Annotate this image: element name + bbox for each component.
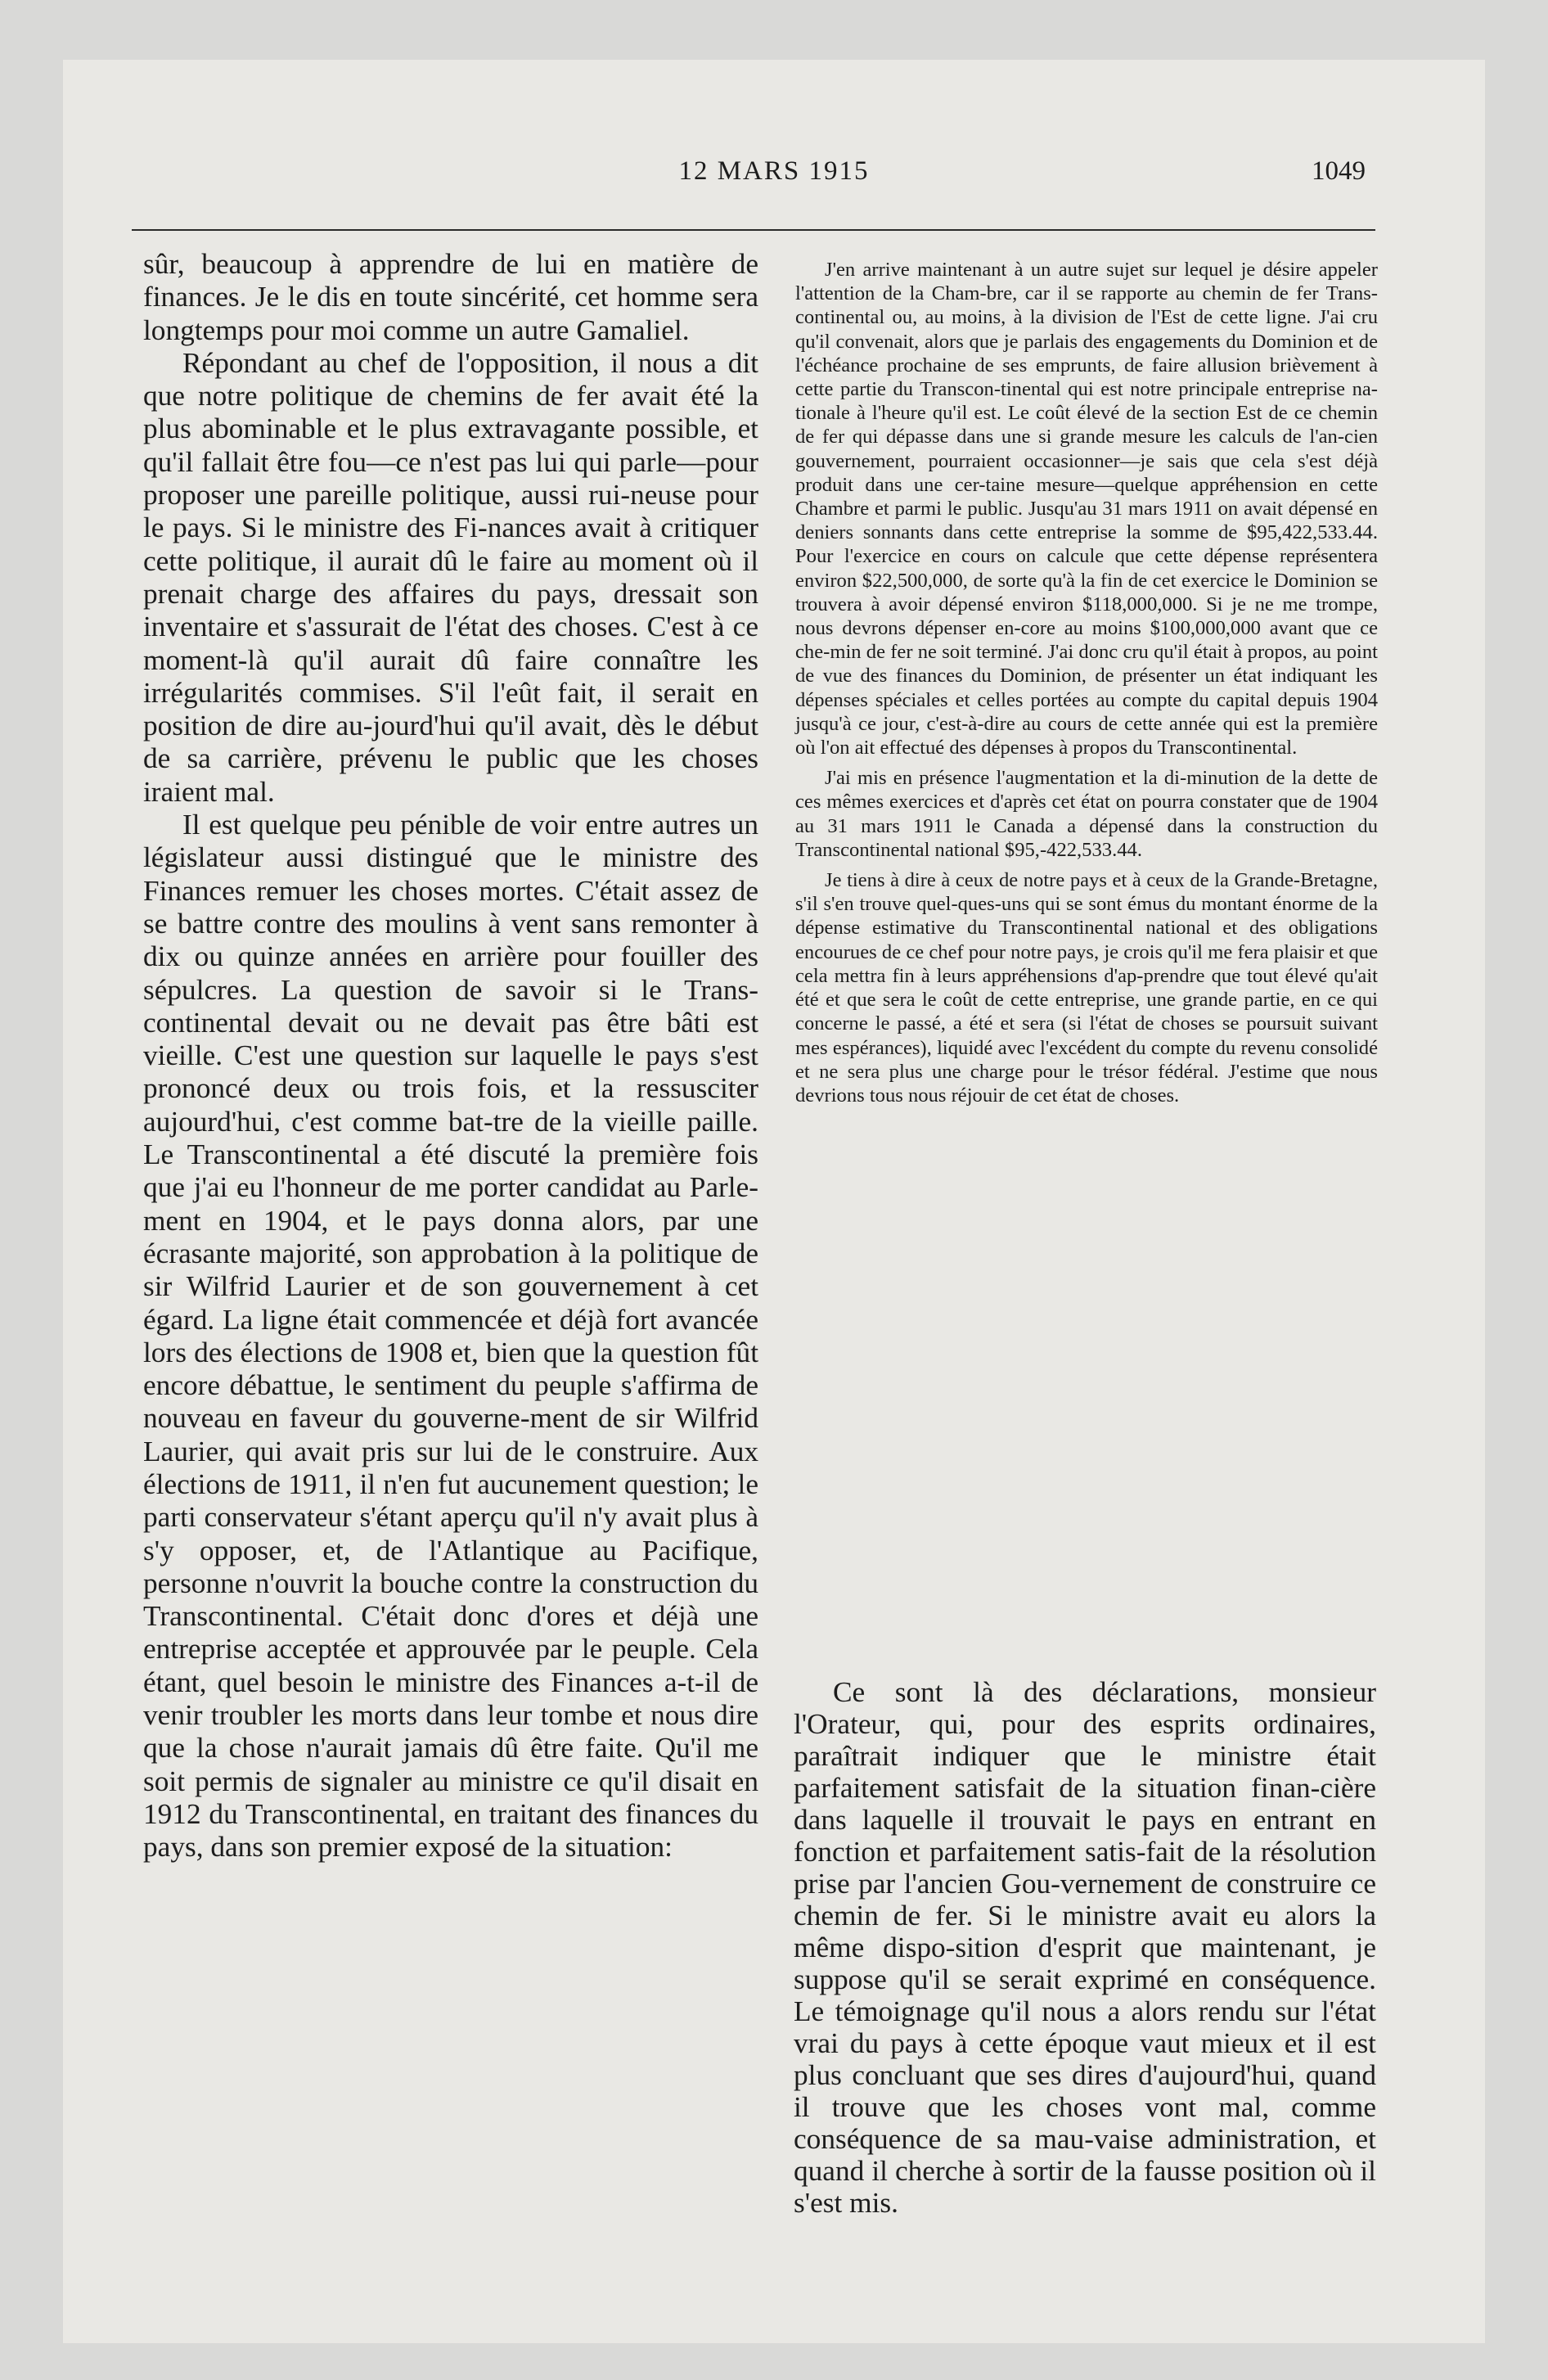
paragraph: Ce sont là des déclarations, monsieur l'Orateur, qui, pour des esprits ordinaires, paraîtrait indiquer que le ministre était parfaitement satisfait de la situation finan-cière dans laquelle il trouvait le pays en entrant en fonction et parfaitement satis-fait de la résolution prise par l'ancien Gou-vernement de construire ce chemin de fer. Si le ministre avait eu alors la même dispo-sition d'esprit que maintenant, je suppose qu'il se serait exprimé en conséquence. Le témoignage qu'il nous a alors rendu sur l'état vrai du pays à cette époque vaut mieux et il est plus concluant que ses dires d'aujourd'hui, quand il trouve que les choses vont mal, comme conséquence de sa mau-vaise administration, et quand il cherche à sortir de la fausse position où il s'est mis. (794, 1676, 1376, 2219)
quoted-paragraph: Je tiens à dire à ceux de notre pays et à ceux de la Grande-Bretagne, s'il s'en trouve quel-ques-uns qui se sont émus du montant énorme de la dépense estimative du Transcontinental national et des obligations encourues de ce chef pour notre pays, je crois qu'il me fera plaisir et que cela mettra fin à leurs appréhensions d'ap-prendre que tout élevé qu'ait été et que sera le coût de cette entreprise, une grande partie, en ce qui concerne le passé, a été et sera (si l'état de choses se poursuit suivant mes espérances), liquidé avec l'excédent du compte du revenu consolidé et ne sera plus une charge pour le trésor fédéral. J'estime que nous devrions tous nous réjouir de cet état de choses. (795, 869, 1378, 1107)
header-rule (132, 229, 1375, 231)
paragraph: Il est quelque peu pénible de voir entre autres un législateur aussi distingué que le ministre des Finances remuer les choses mortes. C'était assez de se battre contre des moulins à vent sans remonter à dix ou quinze années en arrière pour fouiller des sépulcres. La question de savoir si le Trans-continental devait ou ne devait pas être bâti est vieille. C'est une question sur laquelle le pays s'est prononcé deux ou trois fois, et la ressusciter aujourd'hui, c'est comme bat-tre de la vieille paille. Le Transcontinental a été discuté la première fois que j'ai eu l'honneur de me porter candidat au Parle-ment en 1904, et le pays donna alors, par une écrasante majorité, son approbation à la politique de sir Wilfrid Laurier et de son gouvernement à cet égard. La ligne était commencée et déjà fort avancée lors des élections de 1908 et, bien que la question fût encore débattue, le sentiment du peuple s'affirma de nouveau en faveur du gouverne-ment de sir Wilfrid Laurier, qui avait pris sur lui de le construire. Aux élections de 1911, il n'en fut aucunement question; le parti conservateur s'étant aperçu qu'il n'y avait plus à s'y opposer, et, de l'Atlantique au Pacifique, personne n'ouvrit la bouche contre la construction du Transcontinental. C'était donc d'ores et déjà une entreprise acceptée et approuvée par le peuple. Cela étant, quel besoin le ministre des Finances a-t-il de venir troubler les morts dans leur tombe et nous dire que la chose n'aurait jamais dû être faite. Qu'il me soit permis de signaler au ministre ce qu'il disait en 1912 du Transcontinental, en traitant des finances du pays, dans son premier exposé de la situation: (143, 809, 758, 1864)
page-number: 1049 (1312, 156, 1366, 186)
page-sheet (63, 60, 1485, 2343)
right-column-quotation (795, 258, 1378, 1107)
paragraph: sûr, beaucoup à apprendre de lui en matière de finances. Je le dis en toute sincérité, cet homme sera longtemps pour moi comme un autre Gamaliel. (143, 248, 758, 346)
right-column-body (794, 1676, 1376, 2219)
paragraph: Répondant au chef de l'opposition, il nous a dit que notre politique de chemins de fer avait été la plus abominable et le plus extravagante possible, et qu'il fallait être fou—ce n'est pas lui qui parle—pour proposer une pareille politique, aussi rui-neuse pour le pays. Si le ministre des Fi-nances avait à critiquer cette politique, il aurait dû le faire au moment où il prenait charge des affaires du pays, dressait son inventaire et s'assurait de l'état des choses. C'est à ce moment-là qu'il aurait dû faire connaître les irrégularités commises. S'il l'eût fait, il serait en position de dire au-jourd'hui qu'il avait, dès le début de sa carrière, prévenu le public que les choses iraient mal. (143, 346, 758, 808)
header-date: 12 MARS 1915 (678, 156, 870, 186)
quoted-paragraph: J'en arrive maintenant à un autre sujet sur lequel je désire appeler l'attention de la Cham-bre, car il se rapporte au chemin de fer Trans-continental ou, au moins, à la division de l'Est de cette ligne. J'ai cru qu'il convenait, alors que je parlais des engagements du Dominion et de l'échéance prochaine de ses emprunts, de faire allusion brièvement à cette partie du Transcon-tinental qui est notre principale entreprise na-tionale à l'heure qu'il est. Le coût élevé de la section Est de ce chemin de fer qui dépasse dans une si grande mesure les calculs de l'an-cien gouvernement, pourraient occasionner—je sais que cela s'est déjà produit dans une cer-taine mesure—quelque appréhension en cette Chambre et parmi le public. Jusqu'au 31 mars 1911 on avait dépensé en deniers sonnants dans cette entreprise la somme de $95,422,533.44. Pour l'exercice en cours on calcule que cette dépense représentera environ $22,500,000, de sorte qu'à la fin de cet exercice le Dominion se trouvera à avoir dépensé environ $118,000,000. Si je ne me trompe, nous devrons dépenser en-core au moins $100,000,000 avant que ce che-min de fer ne soit terminé. J'ai donc cru qu'il était à propos, au point de vue des finances du Dominion, de présenter un état indiquant les dépenses spéciales et celles portées au compte du capital depuis 1904 jusqu'à ce jour, c'est-à-dire au cours de cette année qui est la première où l'on ait effectué des dépenses à propos du Transcontinental. (795, 259, 1378, 760)
quoted-paragraph: J'ai mis en présence l'augmentation et la di-minution de la dette de ces mêmes exercices et d'après cet état on pourra constater que de 1904 au 31 mars 1911 le Canada a dépensé dans la construction du Transcontinental national $95,-422,533.44. (795, 767, 1378, 861)
left-column (143, 248, 758, 1864)
page-header (63, 156, 1485, 205)
